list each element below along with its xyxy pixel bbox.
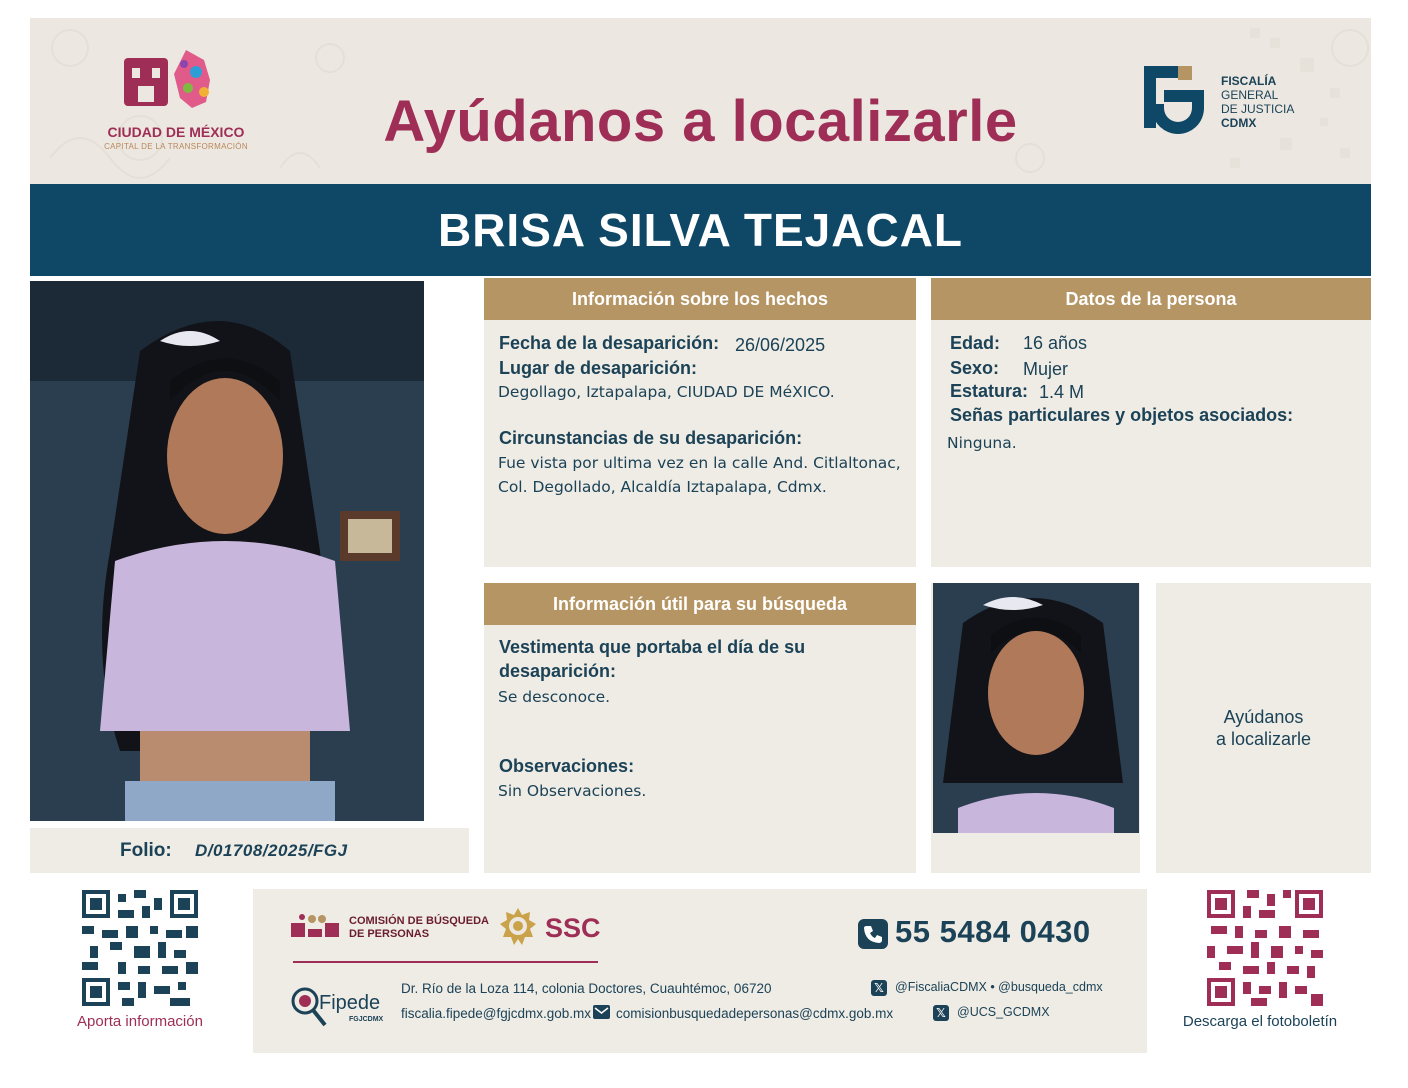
clothing-label-line-2: desaparición: (499, 661, 617, 681)
date-value: 26/06/2025 (735, 335, 826, 355)
search-info-panel (484, 583, 916, 873)
address-text: Dr. Río de la Loza 114, colonia Doctores, Cuauhtémoc, 06720 (401, 981, 772, 996)
circumstances-line-2: Col. Degollado, Alcaldía Iztapalapa, Cdmx. (498, 478, 827, 496)
commission-email-link[interactable]: comisionbusquedadepersonas@cdmx.gob.mx (616, 1006, 894, 1021)
person-name: BRISA SILVA TEJACAL (437, 204, 964, 256)
fipede-email-link[interactable]: fiscalia.fipede@fgjcdmx.gob.mx (401, 1006, 592, 1021)
small-photo-panel (931, 583, 1140, 873)
age-value: 16 años (1023, 333, 1088, 353)
x-social-icon: 𝕏 (871, 980, 887, 996)
qr-code-report-icon[interactable] (82, 890, 198, 1006)
cdmx-subtitle-text: CAPITAL DE LA TRANSFORMACIÓN (104, 142, 248, 151)
help-locate-panel (1156, 583, 1371, 873)
search-commission-line-2: DE PERSONAS (349, 928, 430, 940)
phone-number[interactable]: 55 5484 0430 (895, 914, 1091, 949)
phone-icon (858, 919, 888, 949)
person-data-heading: Datos de la persona (931, 278, 1371, 320)
folio-label: Folio: (120, 840, 172, 861)
search-commission-line-1: COMISIÓN DE BÚSQUEDA (349, 915, 489, 927)
clothing-label-line-1: Vestimenta que portaba el día de su (499, 637, 806, 657)
facts-panel (484, 278, 916, 567)
social-handles-1[interactable]: @FiscaliaCDMX • @busqueda_cdmx (895, 980, 1103, 994)
qr-download-label: Descarga el fotoboletín (1182, 1013, 1338, 1030)
help-locate-line-2: a localizarle (1215, 729, 1312, 749)
x-social-icon: 𝕏 (933, 1005, 949, 1021)
place-value: Degollago, Iztapalapa, CIUDAD DE MéXICO. (498, 383, 835, 401)
circumstances-line-1: Fue vista por ultima vez en la calle And. Citlaltonac, (498, 454, 901, 472)
cdmx-name-text: CIUDAD DE MÉXICO (107, 124, 245, 140)
folio-box (30, 828, 469, 873)
age-label: Edad: (950, 333, 1001, 353)
place-label: Lugar de desaparición: (499, 358, 698, 378)
fgj-line-3: DE JUSTICIA (1221, 102, 1295, 116)
qr-code-download-icon[interactable] (1207, 890, 1323, 1006)
clothing-value: Se desconoce. (498, 688, 611, 706)
facts-panel-heading: Información sobre los hechos (484, 278, 916, 320)
marks-label: Señas particulares y objetos asociados: (950, 405, 1294, 425)
height-label: Estatura: (950, 381, 1029, 401)
footer-contact-box (253, 889, 1147, 1053)
person-photo-main (30, 281, 424, 821)
main-title: Ayúdanos a localizarle (383, 89, 1018, 154)
fipede-logo-icon (289, 983, 389, 1031)
circumstances-label: Circunstancias de su desaparición: (499, 428, 803, 448)
fgj-logo-icon (1138, 60, 1214, 144)
observations-label: Observaciones: (499, 756, 635, 776)
fgj-line-4: CDMX (1221, 116, 1257, 130)
ssc-text: SSC (545, 913, 601, 943)
fgj-line-1: FISCALÍA (1221, 74, 1277, 88)
ssc-seal-icon (499, 907, 537, 947)
person-photo-small (933, 583, 1139, 833)
sex-label: Sexo: (950, 358, 1000, 378)
footer-divider (293, 961, 598, 963)
observations-value: Sin Observaciones. (498, 782, 647, 800)
person-data-panel (931, 278, 1371, 567)
search-info-heading: Información útil para su búsqueda (484, 583, 916, 625)
sex-value: Mujer (1023, 359, 1069, 379)
fipede-subtext: FGJCDMX (349, 1016, 384, 1023)
marks-value: Ninguna. (947, 434, 1017, 452)
header-banner (30, 18, 1371, 184)
mail-icon (593, 1005, 610, 1019)
search-commission-logo-icon (291, 913, 339, 943)
fipede-text: Fipede (319, 992, 381, 1014)
social-handles-2[interactable]: @UCS_GCDMX (957, 1005, 1050, 1019)
help-locate-line-1: Ayúdanos (1223, 707, 1304, 727)
name-band (30, 184, 1371, 276)
search-commission-name (349, 915, 489, 941)
fgj-line-2: GENERAL (1221, 88, 1279, 102)
qr-report-label: Aporta información (77, 1013, 203, 1030)
height-value: 1.4 M (1039, 382, 1085, 402)
date-label: Fecha de la desaparición: (499, 333, 720, 353)
folio-value: D/01708/2025/FGJ (195, 841, 348, 860)
fgj-name-text (1221, 74, 1341, 130)
